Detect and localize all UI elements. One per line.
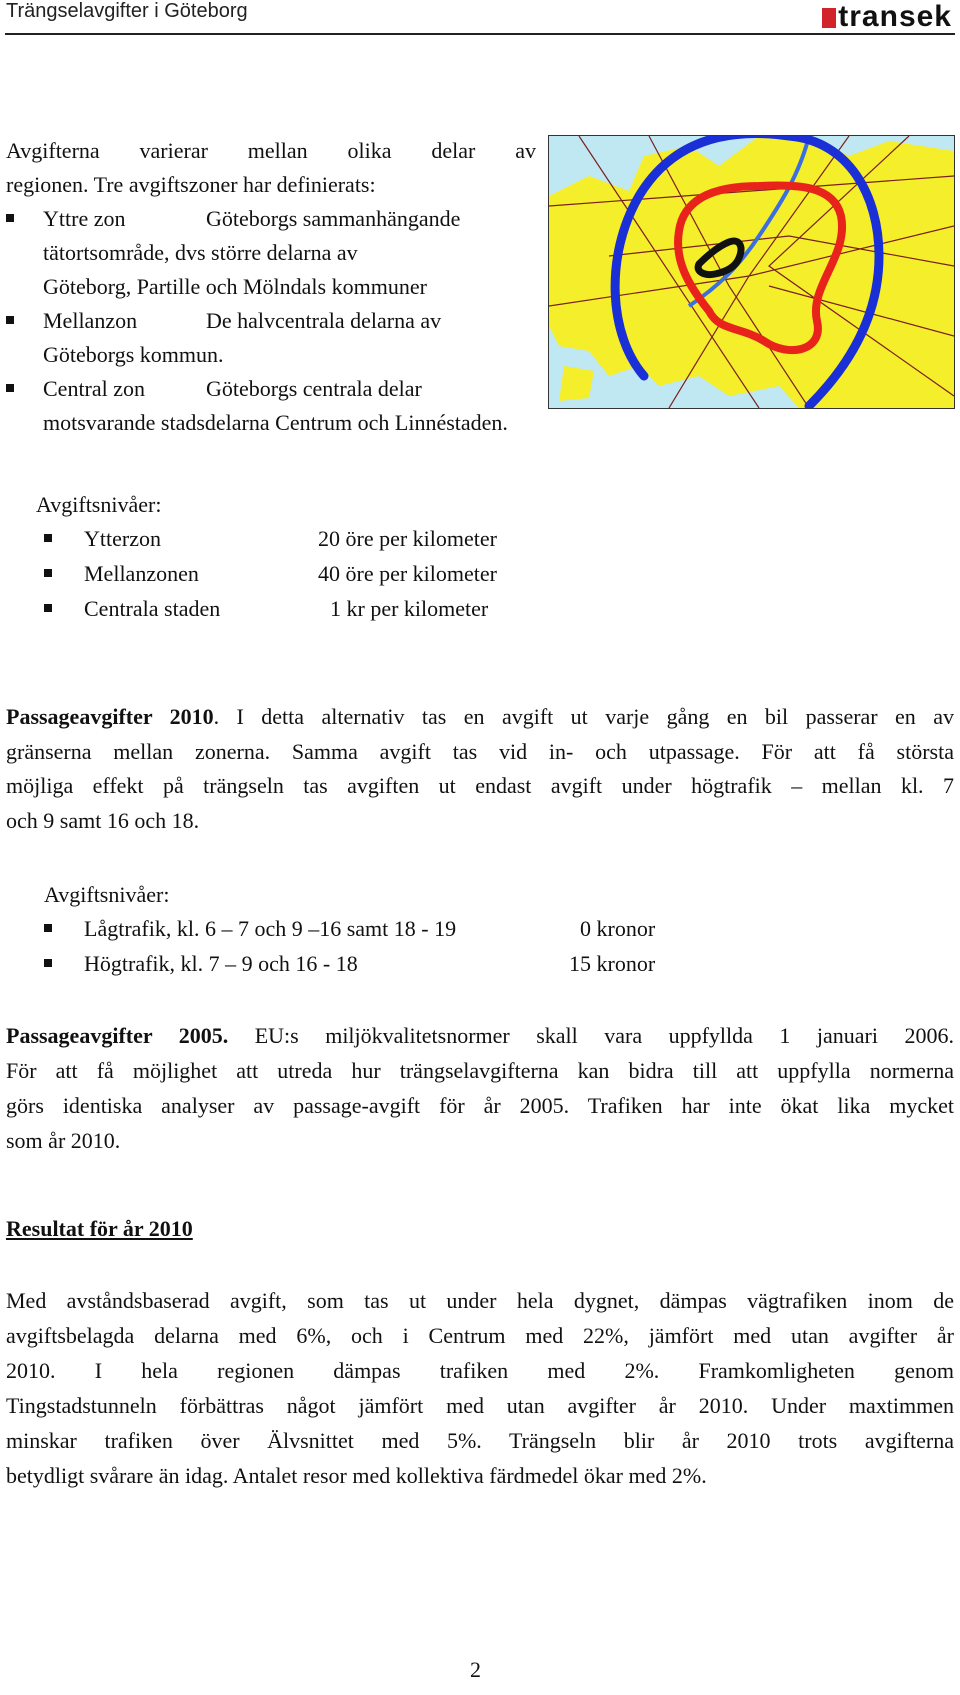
zone-middle-desc: De halvcentrala delarna av bbox=[206, 308, 442, 333]
levels2-heading: Avgiftsnivåer: bbox=[44, 882, 170, 907]
levels2-label-1: Högtrafik, kl. 7 – 9 och 16 - 18 bbox=[84, 951, 358, 976]
zone-outer-desc: Göteborgs sammanhängande bbox=[206, 206, 461, 231]
bullet-icon bbox=[44, 569, 52, 577]
header-divider bbox=[5, 33, 955, 35]
zone-map bbox=[548, 135, 955, 409]
pass2010-heading: Passageavgifter 2010 bbox=[6, 704, 214, 729]
pass2005-text-1: EU:s miljökvalitetsnormer skall vara uppfyllda 1 januari 2006. bbox=[228, 1023, 954, 1048]
logo-mark-icon bbox=[822, 8, 836, 28]
results-line-5: minskar trafiken över Älvsnittet med 5%. Trängseln blir år 2010 trots avgifterna bbox=[6, 1428, 954, 1453]
levels1-label-0: Ytterzon bbox=[84, 526, 161, 551]
zone-map-graphic bbox=[549, 136, 954, 408]
pass2010-line-2: gränserna mellan zonerna. Samma avgift tas vid in- och utpassage. För att få största bbox=[6, 739, 954, 764]
bullet-icon bbox=[6, 384, 14, 392]
pass2005-line-2: För att få möjlighet att utreda hur trängselavgifterna kan bidra till att uppfylla normerna bbox=[6, 1058, 954, 1083]
zone-outer-cont-2: Göteborg, Partille och Mölndals kommuner bbox=[43, 274, 427, 299]
zone-middle-cont-1: Göteborgs kommun. bbox=[43, 342, 224, 367]
bullet-icon bbox=[44, 604, 52, 612]
pass2010-line-1 bbox=[6, 700, 954, 734]
pass2005-line-4: som år 2010. bbox=[6, 1128, 121, 1153]
levels1-value-0: 20 öre per kilometer bbox=[318, 526, 497, 551]
pass2010-line-3: möjliga effekt på trängseln tas avgiften ut endast avgift under högtrafik – mellan kl. 7 bbox=[6, 773, 954, 798]
bullet-icon bbox=[44, 959, 52, 967]
results-line-3: 2010. I hela regionen dämpas trafiken med 2%. Framkomligheten genom bbox=[6, 1358, 954, 1383]
bullet-icon bbox=[44, 924, 52, 932]
zone-central-desc: Göteborgs centrala delar bbox=[206, 376, 422, 401]
results-line-2: avgiftsbelagda delarna med 6%, och i Centrum med 22%, jämfört med utan avgifter år bbox=[6, 1323, 954, 1348]
map-land bbox=[559, 366, 594, 401]
intro-line-2: regionen. Tre avgiftszoner har definierats: bbox=[6, 172, 376, 197]
header-title: Trängselavgifter i Göteborg bbox=[6, 0, 248, 22]
zone-outer-name: Yttre zon bbox=[43, 206, 126, 231]
results-line-4: Tingstadstunneln förbättras något jämfört med utan avgifter år 2010. Under maxtimmen bbox=[6, 1393, 954, 1418]
levels1-value-2: 1 kr per kilometer bbox=[330, 596, 489, 621]
bullet-icon bbox=[6, 316, 14, 324]
zone-central-name: Central zon bbox=[43, 376, 146, 401]
bullet-icon bbox=[44, 534, 52, 542]
levels1-label-2: Centrala staden bbox=[84, 596, 221, 621]
zone-outer-cont-1: tätortsområde, dvs större delarna av bbox=[43, 240, 358, 265]
pass2010-line-4: och 9 samt 16 och 18. bbox=[6, 808, 200, 833]
levels2-value-0: 0 kronor bbox=[580, 916, 656, 941]
pass2005-line-1 bbox=[6, 1019, 954, 1053]
results-line-6: betydligt svårare än idag. Antalet resor med kollektiva färdmedel ökar med 2%. bbox=[6, 1463, 707, 1488]
levels1-heading: Avgiftsnivåer: bbox=[36, 492, 162, 517]
levels1-value-1: 40 öre per kilometer bbox=[318, 561, 497, 586]
results-heading: Resultat för år 2010 bbox=[6, 1216, 193, 1241]
zone-middle-name: Mellanzon bbox=[43, 308, 138, 333]
logo-text: transek bbox=[838, 0, 952, 33]
bullet-icon bbox=[6, 214, 14, 222]
pass2005-line-3: görs identiska analyser av passage-avgift för år 2005. Trafiken har inte ökat lika mycket bbox=[6, 1093, 954, 1118]
levels1-label-1: Mellanzonen bbox=[84, 561, 199, 586]
pass2010-text-1: . I detta alternativ tas en avgift ut varje gång en bil passerar en av bbox=[213, 704, 954, 729]
zone-central-cont-1: motsvarande stadsdelarna Centrum och Linnéstaden. bbox=[43, 410, 508, 435]
levels2-value-1: 15 kronor bbox=[569, 951, 656, 976]
page-number: 2 bbox=[470, 1657, 481, 1682]
levels2-label-0: Lågtrafik, kl. 6 – 7 och 9 –16 samt 18 - 19 bbox=[84, 916, 457, 941]
results-line-1: Med avståndsbaserad avgift, som tas ut under hela dygnet, dämpas vägtrafiken inom de bbox=[6, 1288, 954, 1313]
pass2005-heading: Passageavgifter 2005. bbox=[6, 1023, 229, 1048]
transek-logo bbox=[822, 2, 952, 32]
intro-line-1: Avgifterna varierar mellan olika delar av bbox=[6, 138, 536, 163]
